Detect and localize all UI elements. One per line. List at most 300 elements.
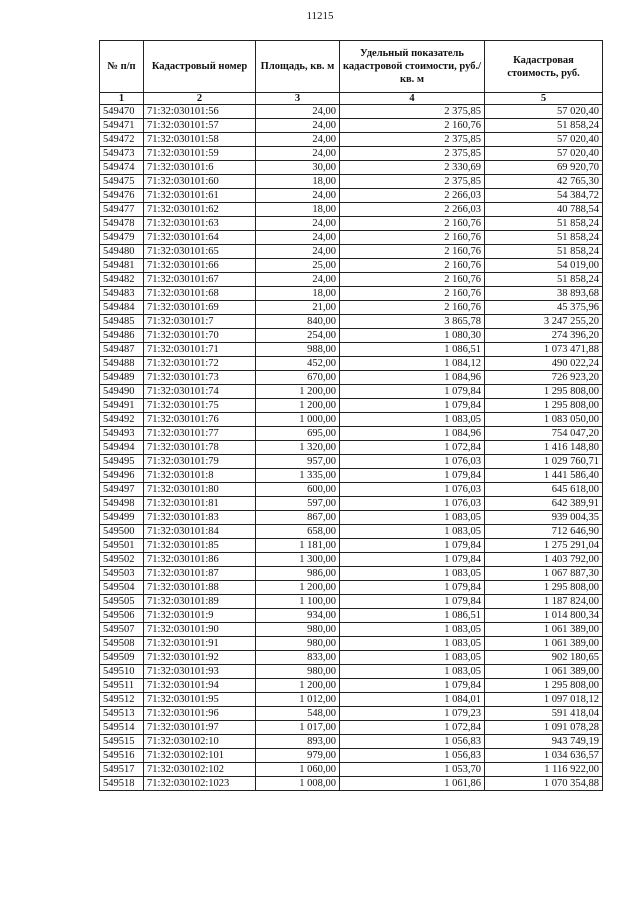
- table-row: [100, 623, 603, 637]
- table-row: [100, 749, 603, 763]
- unit-value-cell: 2 160,76: [340, 245, 485, 259]
- cadastral-value-cell: 726 923,20: [485, 371, 603, 385]
- area-cell: 980,00: [256, 623, 340, 637]
- row-index-cell: 549503: [100, 567, 144, 581]
- area-cell: 1 335,00: [256, 469, 340, 483]
- cadastral-value-cell: 1 029 760,71: [485, 455, 603, 469]
- cadastral-value-cell: 1 034 636,57: [485, 749, 603, 763]
- row-index-cell: 549514: [100, 721, 144, 735]
- cadastral-number-cell: 71:32:030101:57: [144, 119, 256, 133]
- table-row: [100, 203, 603, 217]
- unit-value-cell: 1 053,70: [340, 763, 485, 777]
- table-row: [100, 497, 603, 511]
- area-cell: 24,00: [256, 245, 340, 259]
- cadastral-value-cell: 1 295 808,00: [485, 385, 603, 399]
- area-cell: 1 017,00: [256, 721, 340, 735]
- area-cell: 1 181,00: [256, 539, 340, 553]
- table-row: [100, 651, 603, 665]
- area-cell: 18,00: [256, 287, 340, 301]
- row-index-cell: 549497: [100, 483, 144, 497]
- area-cell: 980,00: [256, 637, 340, 651]
- unit-value-cell: 2 160,76: [340, 259, 485, 273]
- unit-value-cell: 1 076,03: [340, 483, 485, 497]
- unit-value-cell: 1 079,84: [340, 469, 485, 483]
- header-row: [100, 41, 603, 93]
- row-index-cell: 549496: [100, 469, 144, 483]
- table-row: [100, 357, 603, 371]
- cadastral-number-cell: 71:32:030101:89: [144, 595, 256, 609]
- area-cell: 30,00: [256, 161, 340, 175]
- cadastral-value-cell: 1 416 148,80: [485, 441, 603, 455]
- unit-value-cell: 1 083,05: [340, 525, 485, 539]
- area-cell: 1 320,00: [256, 441, 340, 455]
- table-row: [100, 693, 603, 707]
- table-row: [100, 231, 603, 245]
- area-cell: 25,00: [256, 259, 340, 273]
- area-cell: 24,00: [256, 217, 340, 231]
- cadastral-value-cell: 40 788,54: [485, 203, 603, 217]
- cadastral-value-cell: 1 067 887,30: [485, 567, 603, 581]
- row-index-cell: 549486: [100, 329, 144, 343]
- cadastral-number-cell: 71:32:030101:91: [144, 637, 256, 651]
- cadastral-number-cell: 71:32:030101:88: [144, 581, 256, 595]
- row-index-cell: 549507: [100, 623, 144, 637]
- table-row: [100, 161, 603, 175]
- table-row: [100, 637, 603, 651]
- cadastral-number-cell: 71:32:030102:102: [144, 763, 256, 777]
- unit-value-cell: 1 079,84: [340, 399, 485, 413]
- cadastral-number-cell: 71:32:030101:93: [144, 665, 256, 679]
- cadastral-value-cell: 1 116 922,00: [485, 763, 603, 777]
- cadastral-value-cell: 1 014 800,34: [485, 609, 603, 623]
- row-index-cell: 549498: [100, 497, 144, 511]
- table-row: [100, 133, 603, 147]
- table-row: [100, 259, 603, 273]
- cadastral-value-cell: 1 441 586,40: [485, 469, 603, 483]
- cadastral-number-cell: 71:32:030101:60: [144, 175, 256, 189]
- table-row: [100, 553, 603, 567]
- unit-value-cell: 2 160,76: [340, 287, 485, 301]
- unit-value-cell: 1 084,96: [340, 371, 485, 385]
- table-row: [100, 763, 603, 777]
- area-cell: 934,00: [256, 609, 340, 623]
- cadastral-number-cell: 71:32:030101:85: [144, 539, 256, 553]
- area-cell: 867,00: [256, 511, 340, 525]
- unit-value-cell: 1 056,83: [340, 749, 485, 763]
- table-row: [100, 455, 603, 469]
- area-cell: 21,00: [256, 301, 340, 315]
- area-cell: 18,00: [256, 175, 340, 189]
- cadastral-number-cell: 71:32:030101:64: [144, 231, 256, 245]
- cadastral-number-cell: 71:32:030101:68: [144, 287, 256, 301]
- cadastral-value-cell: 54 384,72: [485, 189, 603, 203]
- table-row: [100, 777, 603, 791]
- unit-value-cell: 1 083,05: [340, 665, 485, 679]
- cadastral-number-cell: 71:32:030101:8: [144, 469, 256, 483]
- table-row: [100, 175, 603, 189]
- cadastral-number-cell: 71:32:030102:101: [144, 749, 256, 763]
- cadastral-number-cell: 71:32:030101:90: [144, 623, 256, 637]
- area-cell: 24,00: [256, 105, 340, 119]
- unit-value-cell: 1 079,84: [340, 581, 485, 595]
- cadastral-number-cell: 71:32:030101:80: [144, 483, 256, 497]
- table-row: [100, 707, 603, 721]
- row-index-cell: 549518: [100, 777, 144, 791]
- table-row: [100, 385, 603, 399]
- table-row: [100, 147, 603, 161]
- unit-value-cell: 2 375,85: [340, 147, 485, 161]
- table-row: [100, 315, 603, 329]
- row-index-cell: 549502: [100, 553, 144, 567]
- unit-value-cell: 1 084,01: [340, 693, 485, 707]
- cadastral-number-cell: 71:32:030101:59: [144, 147, 256, 161]
- row-index-cell: 549500: [100, 525, 144, 539]
- area-cell: 670,00: [256, 371, 340, 385]
- cadastral-number-cell: 71:32:030101:6: [144, 161, 256, 175]
- area-cell: 695,00: [256, 427, 340, 441]
- table-row: [100, 189, 603, 203]
- cadastral-number-cell: 71:32:030101:73: [144, 371, 256, 385]
- area-cell: 957,00: [256, 455, 340, 469]
- cadastral-number-cell: 71:32:030101:79: [144, 455, 256, 469]
- area-cell: 24,00: [256, 231, 340, 245]
- unit-value-cell: 2 160,76: [340, 301, 485, 315]
- area-cell: 24,00: [256, 189, 340, 203]
- row-index-cell: 549472: [100, 133, 144, 147]
- row-index-cell: 549473: [100, 147, 144, 161]
- table-row: [100, 581, 603, 595]
- cadastral-number-cell: 71:32:030101:61: [144, 189, 256, 203]
- row-index-cell: 549478: [100, 217, 144, 231]
- cadastral-value-cell: 902 180,65: [485, 651, 603, 665]
- area-cell: 893,00: [256, 735, 340, 749]
- cadastral-number-cell: 71:32:030101:67: [144, 273, 256, 287]
- row-index-cell: 549474: [100, 161, 144, 175]
- cadastral-value-cell: 1 295 808,00: [485, 399, 603, 413]
- row-index-cell: 549505: [100, 595, 144, 609]
- cadastral-number-cell: 71:32:030101:62: [144, 203, 256, 217]
- cadastral-number-cell: 71:32:030101:9: [144, 609, 256, 623]
- cadastral-number-cell: 71:32:030101:69: [144, 301, 256, 315]
- table-row: [100, 427, 603, 441]
- table-row: [100, 105, 603, 119]
- cadastral-number-cell: 71:32:030101:97: [144, 721, 256, 735]
- cadastral-number-cell: 71:32:030101:75: [144, 399, 256, 413]
- area-cell: 1 200,00: [256, 385, 340, 399]
- cadastral-number-cell: 71:32:030101:58: [144, 133, 256, 147]
- header-unit-value: Удельный показатель кадастровой стоимости, руб./кв. м: [340, 41, 485, 93]
- row-index-cell: 549512: [100, 693, 144, 707]
- cadastral-number-cell: 71:32:030101:84: [144, 525, 256, 539]
- cadastral-value-cell: 1 070 354,88: [485, 777, 603, 791]
- area-cell: 254,00: [256, 329, 340, 343]
- table-row: [100, 609, 603, 623]
- area-cell: 597,00: [256, 497, 340, 511]
- row-index-cell: 549495: [100, 455, 144, 469]
- row-index-cell: 549513: [100, 707, 144, 721]
- cadastral-value-cell: 57 020,40: [485, 133, 603, 147]
- unit-value-cell: 1 079,84: [340, 595, 485, 609]
- area-cell: 988,00: [256, 343, 340, 357]
- cadastral-value-cell: 1 073 471,88: [485, 343, 603, 357]
- row-index-cell: 549501: [100, 539, 144, 553]
- table-row: [100, 413, 603, 427]
- cadastral-value-cell: 1 275 291,04: [485, 539, 603, 553]
- cadastral-number-cell: 71:32:030101:95: [144, 693, 256, 707]
- row-index-cell: 549499: [100, 511, 144, 525]
- unit-value-cell: 1 079,84: [340, 553, 485, 567]
- unit-value-cell: 3 865,78: [340, 315, 485, 329]
- table-row: [100, 539, 603, 553]
- unit-value-cell: 1 079,84: [340, 539, 485, 553]
- area-cell: 1 200,00: [256, 581, 340, 595]
- column-number: 1: [100, 93, 144, 105]
- unit-value-cell: 1 056,83: [340, 735, 485, 749]
- unit-value-cell: 2 330,69: [340, 161, 485, 175]
- column-number: 2: [144, 93, 256, 105]
- table-row: [100, 595, 603, 609]
- cadastral-number-cell: 71:32:030101:63: [144, 217, 256, 231]
- table-row: [100, 287, 603, 301]
- header-index: № п/п: [100, 41, 144, 93]
- row-index-cell: 549509: [100, 651, 144, 665]
- area-cell: 18,00: [256, 203, 340, 217]
- area-cell: 1 012,00: [256, 693, 340, 707]
- table-header: [100, 41, 603, 105]
- table-row: [100, 273, 603, 287]
- cadastral-number-cell: 71:32:030101:7: [144, 315, 256, 329]
- cadastral-value-cell: 1 097 018,12: [485, 693, 603, 707]
- cadastral-number-cell: 71:32:030101:87: [144, 567, 256, 581]
- table-row: [100, 525, 603, 539]
- table-row: [100, 469, 603, 483]
- unit-value-cell: 1 083,05: [340, 567, 485, 581]
- table-body: [100, 105, 603, 791]
- unit-value-cell: 1 072,84: [340, 721, 485, 735]
- row-index-cell: 549476: [100, 189, 144, 203]
- unit-value-cell: 1 086,51: [340, 343, 485, 357]
- row-index-cell: 549475: [100, 175, 144, 189]
- cadastral-value-cell: 54 019,00: [485, 259, 603, 273]
- row-index-cell: 549481: [100, 259, 144, 273]
- unit-value-cell: 1 079,23: [340, 707, 485, 721]
- column-number: 4: [340, 93, 485, 105]
- cadastral-value-cell: 591 418,04: [485, 707, 603, 721]
- page-number: 11215: [306, 10, 334, 22]
- row-index-cell: 549471: [100, 119, 144, 133]
- area-cell: 1 100,00: [256, 595, 340, 609]
- area-cell: 1 200,00: [256, 399, 340, 413]
- row-index-cell: 549484: [100, 301, 144, 315]
- cadastral-number-cell: 71:32:030102:10: [144, 735, 256, 749]
- area-cell: 986,00: [256, 567, 340, 581]
- row-index-cell: 549490: [100, 385, 144, 399]
- cadastral-number-cell: 71:32:030101:77: [144, 427, 256, 441]
- cadastral-number-cell: 71:32:030101:74: [144, 385, 256, 399]
- unit-value-cell: 1 080,30: [340, 329, 485, 343]
- row-index-cell: 549517: [100, 763, 144, 777]
- cadastral-number-cell: 71:32:030101:65: [144, 245, 256, 259]
- cadastral-value-cell: 51 858,24: [485, 119, 603, 133]
- table-row: [100, 735, 603, 749]
- cadastral-number-cell: 71:32:030101:92: [144, 651, 256, 665]
- cadastral-value-cell: 1 403 792,00: [485, 553, 603, 567]
- table-row: [100, 567, 603, 581]
- area-cell: 1 060,00: [256, 763, 340, 777]
- cadastre-table: [99, 40, 603, 791]
- cadastral-value-cell: 45 375,96: [485, 301, 603, 315]
- cadastral-value-cell: 642 389,91: [485, 497, 603, 511]
- cadastral-value-cell: 51 858,24: [485, 217, 603, 231]
- cadastral-value-cell: 51 858,24: [485, 273, 603, 287]
- table-row: [100, 511, 603, 525]
- area-cell: 1 000,00: [256, 413, 340, 427]
- cadastral-value-cell: 1 295 808,00: [485, 679, 603, 693]
- unit-value-cell: 1 072,84: [340, 441, 485, 455]
- header-cadastral-value: Кадастровая стоимость, руб.: [485, 41, 603, 93]
- unit-value-cell: 1 083,05: [340, 651, 485, 665]
- area-cell: 833,00: [256, 651, 340, 665]
- area-cell: 24,00: [256, 133, 340, 147]
- cadastral-number-cell: 71:32:030101:96: [144, 707, 256, 721]
- unit-value-cell: 1 086,51: [340, 609, 485, 623]
- unit-value-cell: 1 083,05: [340, 413, 485, 427]
- row-index-cell: 549504: [100, 581, 144, 595]
- area-cell: 600,00: [256, 483, 340, 497]
- cadastral-value-cell: 1 083 050,00: [485, 413, 603, 427]
- area-cell: 1 008,00: [256, 777, 340, 791]
- unit-value-cell: 2 375,85: [340, 105, 485, 119]
- table-row: [100, 301, 603, 315]
- row-index-cell: 549515: [100, 735, 144, 749]
- cadastral-number-cell: 71:32:030101:81: [144, 497, 256, 511]
- unit-value-cell: 1 084,96: [340, 427, 485, 441]
- row-index-cell: 549479: [100, 231, 144, 245]
- unit-value-cell: 2 160,76: [340, 231, 485, 245]
- cadastral-number-cell: 71:32:030101:70: [144, 329, 256, 343]
- unit-value-cell: 1 083,05: [340, 637, 485, 651]
- area-cell: 1 300,00: [256, 553, 340, 567]
- cadastral-value-cell: 51 858,24: [485, 245, 603, 259]
- cadastral-value-cell: 490 022,24: [485, 357, 603, 371]
- cadastral-value-cell: 38 893,68: [485, 287, 603, 301]
- cadastral-value-cell: 754 047,20: [485, 427, 603, 441]
- unit-value-cell: 2 375,85: [340, 175, 485, 189]
- table-row: [100, 679, 603, 693]
- unit-value-cell: 1 084,12: [340, 357, 485, 371]
- unit-value-cell: 2 160,76: [340, 119, 485, 133]
- unit-value-cell: 2 266,03: [340, 189, 485, 203]
- row-index-cell: 549508: [100, 637, 144, 651]
- cadastral-number-cell: 71:32:030101:83: [144, 511, 256, 525]
- cadastral-value-cell: 1 091 078,28: [485, 721, 603, 735]
- area-cell: 548,00: [256, 707, 340, 721]
- unit-value-cell: 1 076,03: [340, 455, 485, 469]
- unit-value-cell: 2 266,03: [340, 203, 485, 217]
- cadastral-number-cell: 71:32:030101:94: [144, 679, 256, 693]
- table-row: [100, 399, 603, 413]
- table-row: [100, 343, 603, 357]
- row-index-cell: 549493: [100, 427, 144, 441]
- cadastral-value-cell: 1 061 389,00: [485, 623, 603, 637]
- cadastral-value-cell: 939 004,35: [485, 511, 603, 525]
- area-cell: 840,00: [256, 315, 340, 329]
- row-index-cell: 549494: [100, 441, 144, 455]
- header-cadastral-number: Кадастровый номер: [144, 41, 256, 93]
- cadastral-value-cell: 1 187 824,00: [485, 595, 603, 609]
- cadastral-value-cell: 1 295 808,00: [485, 581, 603, 595]
- cadastral-value-cell: 57 020,40: [485, 105, 603, 119]
- cadastral-value-cell: 1 061 389,00: [485, 637, 603, 651]
- row-index-cell: 549480: [100, 245, 144, 259]
- cadastral-number-cell: 71:32:030101:72: [144, 357, 256, 371]
- column-number-row: [100, 93, 603, 105]
- cadastral-number-cell: 71:32:030101:56: [144, 105, 256, 119]
- area-cell: 658,00: [256, 525, 340, 539]
- row-index-cell: 549491: [100, 399, 144, 413]
- unit-value-cell: 1 083,05: [340, 623, 485, 637]
- cadastral-value-cell: 51 858,24: [485, 231, 603, 245]
- table-row: [100, 665, 603, 679]
- cadastral-number-cell: 71:32:030101:76: [144, 413, 256, 427]
- cadastral-number-cell: 71:32:030101:86: [144, 553, 256, 567]
- cadastral-value-cell: 943 749,19: [485, 735, 603, 749]
- row-index-cell: 549511: [100, 679, 144, 693]
- table-row: [100, 217, 603, 231]
- column-number: 5: [485, 93, 603, 105]
- cadastral-value-cell: 69 920,70: [485, 161, 603, 175]
- unit-value-cell: 1 079,84: [340, 385, 485, 399]
- unit-value-cell: 2 160,76: [340, 217, 485, 231]
- cadastral-value-cell: 712 646,90: [485, 525, 603, 539]
- column-number: 3: [256, 93, 340, 105]
- header-area: Площадь, кв. м: [256, 41, 340, 93]
- area-cell: 980,00: [256, 665, 340, 679]
- row-index-cell: 549488: [100, 357, 144, 371]
- cadastral-number-cell: 71:32:030101:78: [144, 441, 256, 455]
- table-row: [100, 721, 603, 735]
- cadastral-value-cell: 57 020,40: [485, 147, 603, 161]
- unit-value-cell: 1 079,84: [340, 679, 485, 693]
- unit-value-cell: 2 160,76: [340, 273, 485, 287]
- unit-value-cell: 2 375,85: [340, 133, 485, 147]
- row-index-cell: 549477: [100, 203, 144, 217]
- row-index-cell: 549485: [100, 315, 144, 329]
- area-cell: 1 200,00: [256, 679, 340, 693]
- unit-value-cell: 1 083,05: [340, 511, 485, 525]
- area-cell: 24,00: [256, 147, 340, 161]
- row-index-cell: 549516: [100, 749, 144, 763]
- area-cell: 24,00: [256, 119, 340, 133]
- row-index-cell: 549483: [100, 287, 144, 301]
- area-cell: 979,00: [256, 749, 340, 763]
- cadastral-number-cell: 71:32:030101:66: [144, 259, 256, 273]
- row-index-cell: 549489: [100, 371, 144, 385]
- unit-value-cell: 1 061,86: [340, 777, 485, 791]
- table-row: [100, 441, 603, 455]
- table-row: [100, 483, 603, 497]
- table-row: [100, 329, 603, 343]
- table-row: [100, 119, 603, 133]
- cadastral-number-cell: 71:32:030102:1023: [144, 777, 256, 791]
- row-index-cell: 549470: [100, 105, 144, 119]
- table-row: [100, 245, 603, 259]
- cadastral-number-cell: 71:32:030101:71: [144, 343, 256, 357]
- unit-value-cell: 1 076,03: [340, 497, 485, 511]
- row-index-cell: 549487: [100, 343, 144, 357]
- area-cell: 24,00: [256, 273, 340, 287]
- row-index-cell: 549482: [100, 273, 144, 287]
